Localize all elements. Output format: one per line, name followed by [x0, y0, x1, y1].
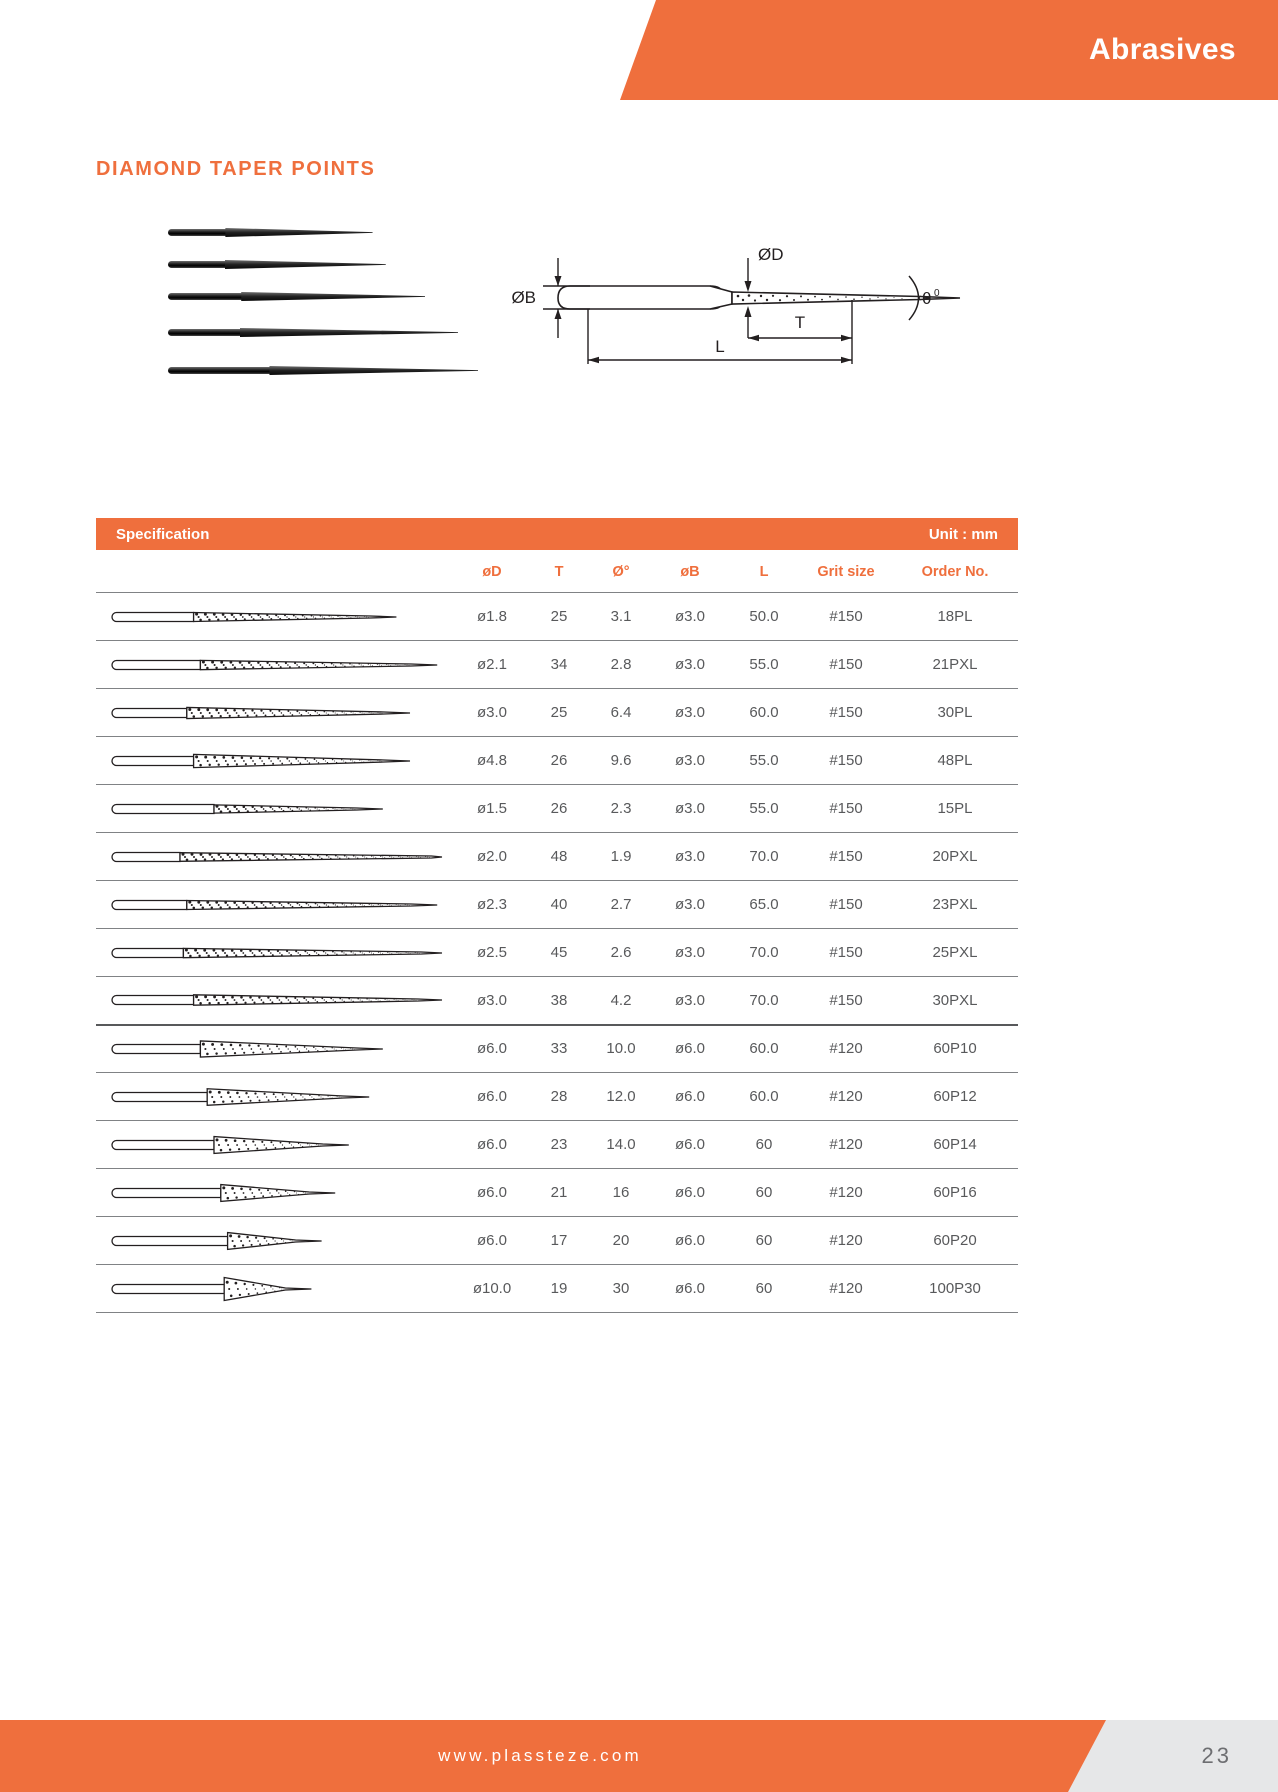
- cell-grit: #150: [800, 785, 892, 833]
- cell-grit: #150: [800, 833, 892, 881]
- cell-ob: ø3.0: [652, 881, 728, 929]
- bur-shank: [168, 329, 244, 336]
- cell-l: 65.0: [728, 881, 800, 929]
- cell-product-drawing: [96, 977, 456, 1025]
- cell-grit: #120: [800, 1121, 892, 1169]
- cell-angle: 2.8: [590, 641, 652, 689]
- cell-grit: #150: [800, 593, 892, 641]
- product-line-drawing: [106, 1218, 446, 1264]
- cell-ob: ø3.0: [652, 929, 728, 977]
- cell-t: 45: [528, 929, 590, 977]
- cell-ob: ø6.0: [652, 1265, 728, 1313]
- cell-angle: 6.4: [590, 689, 652, 737]
- cell-t: 28: [528, 1073, 590, 1121]
- cell-product-drawing: [96, 785, 456, 833]
- cell-product-drawing: [96, 737, 456, 785]
- cell-order: 60P14: [892, 1121, 1018, 1169]
- cell-angle: 2.3: [590, 785, 652, 833]
- product-line-drawing: [106, 786, 446, 832]
- cell-product-drawing: [96, 593, 456, 641]
- cell-angle: 30: [590, 1265, 652, 1313]
- specification-label: Specification: [116, 525, 210, 543]
- cell-l: 50.0: [728, 593, 800, 641]
- cell-t: 17: [528, 1217, 590, 1265]
- cell-product-drawing: [96, 689, 456, 737]
- bur-shank: [168, 229, 229, 236]
- product-line-drawing: [106, 930, 446, 976]
- product-line-drawing: [106, 594, 446, 640]
- diagram-label-theta-sup: 0: [934, 288, 940, 299]
- technical-diagram: [500, 238, 970, 378]
- cell-order: 48PL: [892, 737, 1018, 785]
- cell-angle: 10.0: [590, 1025, 652, 1073]
- cell-order: 21PXL: [892, 641, 1018, 689]
- table-row[interactable]: [96, 1265, 1018, 1313]
- cell-l: 55.0: [728, 641, 800, 689]
- cell-t: 38: [528, 977, 590, 1025]
- cell-order: 60P12: [892, 1073, 1018, 1121]
- cell-ob: ø6.0: [652, 1121, 728, 1169]
- cell-od: ø6.0: [456, 1169, 528, 1217]
- cell-od: ø6.0: [456, 1025, 528, 1073]
- table-row[interactable]: [96, 737, 1018, 785]
- cell-l: 70.0: [728, 929, 800, 977]
- table-row[interactable]: [96, 1025, 1018, 1073]
- cell-ob: ø6.0: [652, 1217, 728, 1265]
- cell-ob: ø3.0: [652, 641, 728, 689]
- product-line-drawing: [106, 738, 446, 784]
- cell-od: ø4.8: [456, 737, 528, 785]
- cell-angle: 20: [590, 1217, 652, 1265]
- table-header: [96, 550, 1018, 593]
- cell-product-drawing: [96, 1217, 456, 1265]
- cell-t: 19: [528, 1265, 590, 1313]
- cell-grit: #150: [800, 641, 892, 689]
- cell-order: 30PXL: [892, 977, 1018, 1025]
- cell-order: 18PL: [892, 593, 1018, 641]
- table-row[interactable]: [96, 1217, 1018, 1265]
- product-line-drawing: [106, 1170, 446, 1216]
- bur-shank: [168, 367, 273, 374]
- specification-table: [96, 550, 1018, 1313]
- cell-grit: #150: [800, 881, 892, 929]
- cell-t: 48: [528, 833, 590, 881]
- cell-l: 55.0: [728, 737, 800, 785]
- cell-od: ø2.1: [456, 641, 528, 689]
- cell-angle: 16: [590, 1169, 652, 1217]
- cell-ob: ø3.0: [652, 977, 728, 1025]
- product-photo-item: [168, 366, 478, 375]
- cell-l: 60: [728, 1265, 800, 1313]
- product-photo-item: [168, 328, 458, 337]
- cell-order: 60P10: [892, 1025, 1018, 1073]
- cell-order: 60P20: [892, 1217, 1018, 1265]
- cell-angle: 4.2: [590, 977, 652, 1025]
- cell-od: ø6.0: [456, 1073, 528, 1121]
- table-row[interactable]: [96, 689, 1018, 737]
- cell-l: 60: [728, 1169, 800, 1217]
- specification-table-wrapper: [96, 550, 1018, 1313]
- table-body: [96, 593, 1018, 1313]
- table-row[interactable]: [96, 833, 1018, 881]
- th-od: øD: [482, 564, 502, 580]
- cell-angle: 12.0: [590, 1073, 652, 1121]
- table-row[interactable]: [96, 929, 1018, 977]
- table-row[interactable]: [96, 641, 1018, 689]
- product-photo-group: [168, 218, 498, 398]
- diagram-label-ob: ØB: [511, 288, 536, 307]
- cell-grit: #120: [800, 1073, 892, 1121]
- product-photo-item: [168, 228, 373, 237]
- cell-l: 70.0: [728, 977, 800, 1025]
- cell-product-drawing: [96, 641, 456, 689]
- cell-t: 40: [528, 881, 590, 929]
- diagram-label-od: ØD: [758, 245, 784, 264]
- table-row[interactable]: [96, 593, 1018, 641]
- page-number: 23: [1201, 1743, 1232, 1768]
- cell-t: 33: [528, 1025, 590, 1073]
- cell-od: ø6.0: [456, 1121, 528, 1169]
- cell-ob: ø3.0: [652, 833, 728, 881]
- cell-grit: #120: [800, 1169, 892, 1217]
- product-line-drawing: [106, 882, 446, 928]
- cell-t: 25: [528, 593, 590, 641]
- table-row[interactable]: [96, 881, 1018, 929]
- th-t: T: [554, 564, 564, 580]
- cell-grit: #150: [800, 689, 892, 737]
- product-line-drawing: [106, 1026, 446, 1072]
- table-row[interactable]: [96, 1169, 1018, 1217]
- cell-od: ø1.5: [456, 785, 528, 833]
- cell-t: 21: [528, 1169, 590, 1217]
- diagram-label-t: T: [794, 313, 806, 332]
- product-line-drawing: [106, 642, 446, 688]
- cell-ob: ø6.0: [652, 1025, 728, 1073]
- cell-order: 15PL: [892, 785, 1018, 833]
- cell-l: 60: [728, 1121, 800, 1169]
- bur-taper: [269, 366, 478, 375]
- product-line-drawing: [106, 1074, 446, 1120]
- cell-order: 60P16: [892, 1169, 1018, 1217]
- cell-l: 60.0: [728, 1025, 800, 1073]
- cell-grit: #150: [800, 737, 892, 785]
- bur-taper: [225, 228, 372, 237]
- cell-od: ø3.0: [456, 977, 528, 1025]
- page-footer: [0, 1720, 1278, 1792]
- header-title: Abrasives: [1088, 33, 1236, 66]
- product-line-drawing: [106, 1122, 446, 1168]
- unit-label: Unit : mm: [928, 525, 998, 543]
- cell-angle: 14.0: [590, 1121, 652, 1169]
- cell-ob: ø6.0: [652, 1073, 728, 1121]
- cell-t: 26: [528, 785, 590, 833]
- table-row[interactable]: [96, 977, 1018, 1025]
- cell-order: 23PXL: [892, 881, 1018, 929]
- cell-ob: ø3.0: [652, 737, 728, 785]
- cell-t: 26: [528, 737, 590, 785]
- cell-product-drawing: [96, 1265, 456, 1313]
- table-header-row: [96, 550, 1018, 593]
- bur-taper: [241, 292, 425, 301]
- table-row[interactable]: [96, 1073, 1018, 1121]
- th-order: Order No.: [921, 564, 989, 580]
- cell-od: ø2.0: [456, 833, 528, 881]
- cell-od: ø2.5: [456, 929, 528, 977]
- bur-taper: [225, 260, 386, 269]
- cell-ob: ø6.0: [652, 1169, 728, 1217]
- cell-ob: ø3.0: [652, 593, 728, 641]
- cell-t: 23: [528, 1121, 590, 1169]
- cell-od: ø6.0: [456, 1217, 528, 1265]
- cell-product-drawing: [96, 881, 456, 929]
- diagram-label-theta: θ: [922, 289, 932, 308]
- product-line-drawing: [106, 1266, 446, 1312]
- cell-product-drawing: [96, 1025, 456, 1073]
- cell-grit: #150: [800, 929, 892, 977]
- cell-t: 34: [528, 641, 590, 689]
- page-header: [0, 0, 1278, 100]
- product-photo-item: [168, 260, 386, 269]
- th-grit: Grit size: [817, 564, 875, 580]
- cell-l: 60.0: [728, 1073, 800, 1121]
- cell-od: ø2.3: [456, 881, 528, 929]
- cell-ob: ø3.0: [652, 785, 728, 833]
- th-ob: øB: [680, 564, 700, 580]
- cell-od: ø3.0: [456, 689, 528, 737]
- specification-bar: [96, 518, 1018, 550]
- cell-t: 25: [528, 689, 590, 737]
- cell-product-drawing: [96, 929, 456, 977]
- cell-l: 60: [728, 1217, 800, 1265]
- cell-grit: #150: [800, 977, 892, 1025]
- product-line-drawing: [106, 834, 446, 880]
- cell-angle: 9.6: [590, 737, 652, 785]
- th-image: [96, 550, 456, 593]
- cell-l: 60.0: [728, 689, 800, 737]
- cell-order: 100P30: [892, 1265, 1018, 1313]
- cell-od: ø1.8: [456, 593, 528, 641]
- cell-product-drawing: [96, 833, 456, 881]
- table-row[interactable]: [96, 1121, 1018, 1169]
- th-angle: Ø°: [612, 564, 630, 580]
- cell-angle: 3.1: [590, 593, 652, 641]
- cell-l: 55.0: [728, 785, 800, 833]
- cell-od: ø10.0: [456, 1265, 528, 1313]
- bur-taper: [240, 328, 459, 337]
- cell-order: 30PL: [892, 689, 1018, 737]
- bur-shank: [168, 261, 229, 268]
- table-row[interactable]: [96, 785, 1018, 833]
- diagram-label-l: L: [715, 337, 725, 356]
- cell-ob: ø3.0: [652, 689, 728, 737]
- product-photo-item: [168, 292, 425, 301]
- bur-shank: [168, 293, 245, 300]
- cell-angle: 2.6: [590, 929, 652, 977]
- cell-grit: #120: [800, 1265, 892, 1313]
- section-title: DIAMOND TAPER POINTS: [96, 158, 376, 180]
- cell-product-drawing: [96, 1169, 456, 1217]
- cell-angle: 2.7: [590, 881, 652, 929]
- cell-product-drawing: [96, 1121, 456, 1169]
- cell-l: 70.0: [728, 833, 800, 881]
- cell-order: 20PXL: [892, 833, 1018, 881]
- cell-order: 25PXL: [892, 929, 1018, 977]
- cell-grit: #120: [800, 1025, 892, 1073]
- footer-website-url[interactable]: www.plassteze.com: [438, 1746, 642, 1765]
- th-l: L: [759, 564, 769, 580]
- cell-angle: 1.9: [590, 833, 652, 881]
- product-line-drawing: [106, 977, 446, 1023]
- cell-product-drawing: [96, 1073, 456, 1121]
- product-line-drawing: [106, 690, 446, 736]
- cell-grit: #120: [800, 1217, 892, 1265]
